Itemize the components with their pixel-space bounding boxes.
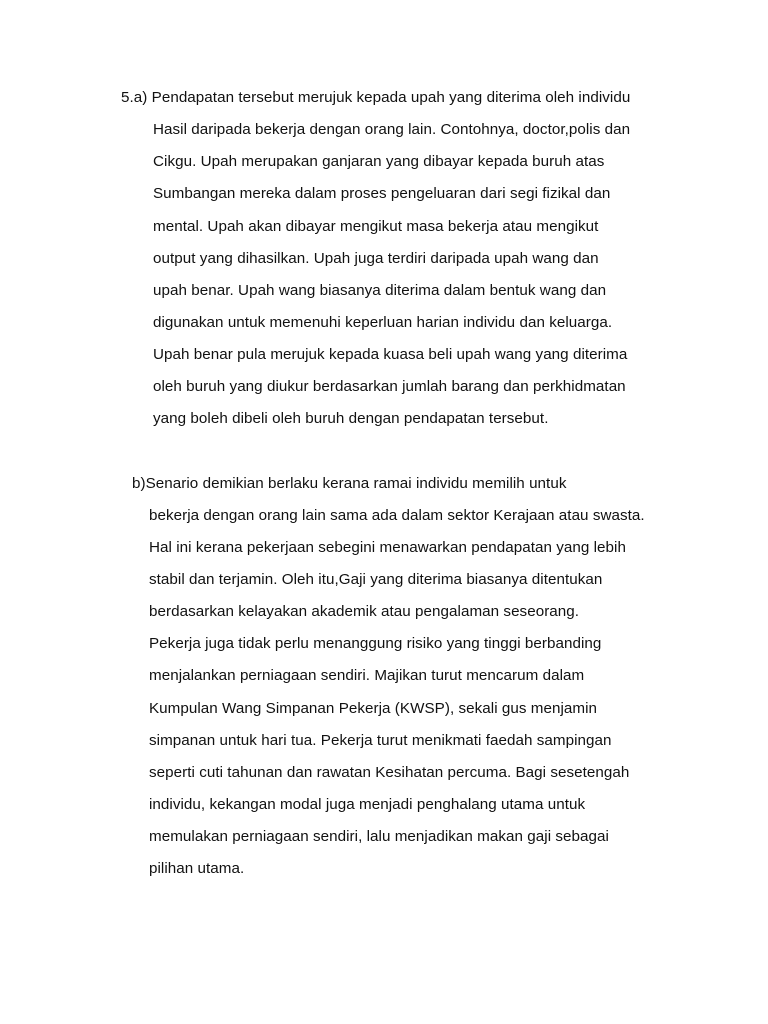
text-line: 5.a) Pendapatan tersebut merujuk kepada upah yang diterima oleh individu	[121, 89, 631, 106]
text-line: Hasil daripada bekerja dengan orang lain. Contohnya, doctor,polis dan	[153, 121, 631, 138]
text-line: Pekerja juga tidak perlu menanggung risiko yang tinggi berbanding	[149, 635, 602, 652]
text-line: Cikgu. Upah merupakan ganjaran yang dibayar kepada buruh atas	[153, 153, 605, 170]
text-line: Hal ini kerana pekerjaan sebegini menawarkan pendapatan yang lebih	[149, 539, 626, 556]
text-line: yang boleh dibeli oleh buruh dengan pendapatan tersebut.	[153, 410, 549, 427]
text-line: Upah benar pula merujuk kepada kuasa beli upah wang yang diterima	[153, 346, 628, 363]
text-line: oleh buruh yang diukur berdasarkan jumlah barang dan perkhidmatan	[153, 378, 626, 395]
text-line: digunakan untuk memenuhi keperluan harian individu dan keluarga.	[153, 314, 613, 331]
text-line: seperti cuti tahunan dan rawatan Kesihatan percuma. Bagi sesetengah	[149, 764, 630, 781]
text-line: Sumbangan mereka dalam proses pengeluaran dari segi fizikal dan	[153, 185, 611, 202]
text-line: memulakan perniagaan sendiri, lalu menjadikan makan gaji sebagai	[149, 828, 609, 845]
text-line: pilihan utama.	[149, 860, 245, 877]
text-line: simpanan untuk hari tua. Pekerja turut menikmati faedah sampingan	[149, 732, 612, 749]
text-line: bekerja dengan orang lain sama ada dalam sektor Kerajaan atau swasta.	[149, 507, 645, 524]
text-line: b)Senario demikian berlaku kerana ramai individu memilih untuk	[132, 475, 567, 492]
text-line: Kumpulan Wang Simpanan Pekerja (KWSP), sekali gus menjamin	[149, 700, 598, 717]
text-line: upah benar. Upah wang biasanya diterima dalam bentuk wang dan	[153, 282, 607, 299]
text-line: individu, kekangan modal juga menjadi penghalang utama untuk	[149, 796, 586, 813]
text-line: output yang dihasilkan. Upah juga terdiri daripada upah wang dan	[153, 250, 599, 267]
text-line: mental. Upah akan dibayar mengikut masa bekerja atau mengikut	[153, 218, 599, 235]
text-line: menjalankan perniagaan sendiri. Majikan turut mencarum dalam	[149, 667, 585, 684]
text-line: berdasarkan kelayakan akademik atau pengalaman seseorang.	[149, 603, 580, 620]
text-line: stabil dan terjamin. Oleh itu,Gaji yang diterima biasanya ditentukan	[149, 571, 603, 588]
